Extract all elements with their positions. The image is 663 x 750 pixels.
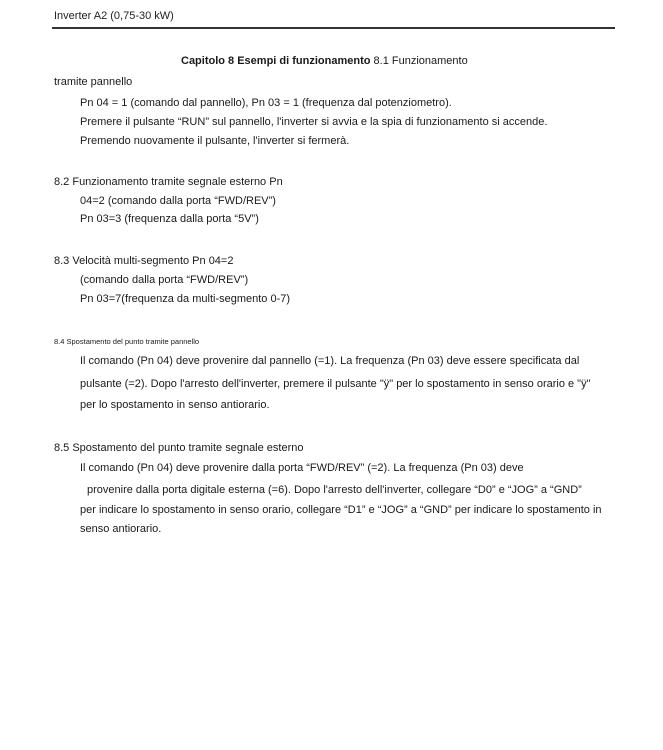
s83-line1: (comando dalla porta “FWD/REV”): [80, 274, 249, 286]
chapter-title: [181, 55, 468, 67]
s84-line3: per lo spostamento in senso antiorario.: [80, 399, 270, 411]
s85-line1: Il comando (Pn 04) deve provenire dalla porta “FWD/REV” (=2). La frequenza (Pn 03) deve: [80, 462, 524, 474]
chapter-title-rest: 8.1 Funzionamento: [373, 55, 468, 67]
s84-line1: Il comando (Pn 04) deve provenire dal pannello (=1). La frequenza (Pn 03) deve essere specificata dal: [80, 355, 580, 367]
s85-line2: provenire dalla porta digitale esterna (=6). Dopo l'arresto dell'inverter, collegare “D0” e “JOG” a “GND”: [87, 484, 582, 496]
header-rule: [52, 27, 615, 29]
s84-heading: 8.4 Spostamento del punto tramite pannello: [54, 337, 200, 346]
s83-line2: Pn 03=7(frequenza da multi-segmento 0-7): [80, 293, 291, 305]
s84-line2: pulsante (=2). Dopo l'arresto dell'inverter, premere il pulsante "ÿ" per lo spostamento in senso orario e "ÿ": [80, 378, 591, 390]
s81-line3: Premendo nuovamente il pulsante, l'inverter si fermerà.: [80, 135, 350, 147]
s82-line1: 04=2 (comando dalla porta “FWD/REV”): [80, 195, 276, 207]
s81-line2: Premere il pulsante “RUN” sul pannello, l'inverter si avvia e la spia di funzionamento si accende.: [80, 116, 548, 128]
s85-line3: per indicare lo spostamento in senso orario, collegare “D1” e “JOG” a “GND” per indicare lo spostamento in: [80, 504, 602, 516]
s82-line2: Pn 03=3 (frequenza dalla porta “5V”): [80, 213, 259, 225]
s83-heading: 8.3 Velocità multi-segmento Pn 04=2: [54, 255, 234, 267]
s85-line4: senso antiorario.: [80, 523, 162, 535]
chapter-title-bold: Capitolo 8 Esempi di funzionamento: [181, 55, 371, 67]
s81-line1: Pn 04 = 1 (comando dal pannello), Pn 03 = 1 (frequenza dal potenziometro).: [80, 97, 452, 109]
chapter-continuation: tramite pannello: [54, 76, 133, 88]
page-header: Inverter A2 (0,75-30 kW): [54, 10, 174, 22]
s82-heading: 8.2 Funzionamento tramite segnale esterno Pn: [54, 176, 283, 188]
s85-heading: 8.5 Spostamento del punto tramite segnale esterno: [54, 442, 304, 454]
